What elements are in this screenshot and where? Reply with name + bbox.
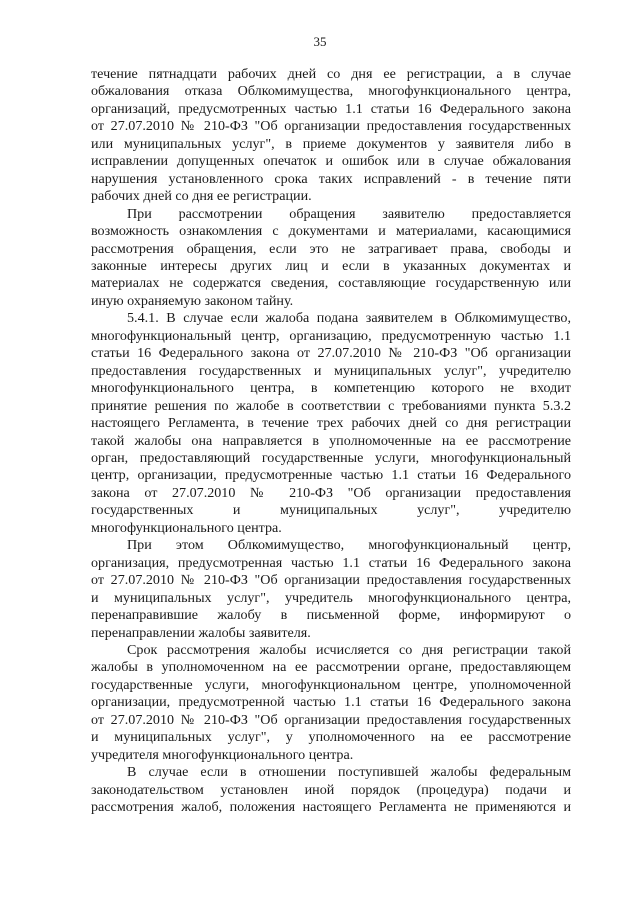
- text-line: учредителя многофункционального центра.: [91, 746, 354, 763]
- text-line: При рассмотрении обращения заявителю предоставляется: [127, 205, 571, 222]
- text-line: рассмотрения жалоб, положения настоящего Регламента не применяются и: [91, 799, 571, 816]
- text-line: центр, организации, предусмотренные частью 1.1 статьи 16 Федерального: [91, 467, 571, 484]
- text-line: В случае если в отношении поступившей жалобы федеральным: [127, 764, 571, 781]
- text-line: статьи 16 Федерального закона от 27.07.2010 № 210-ФЗ "Об организации: [91, 345, 571, 362]
- paragraph-federal-procedure: [91, 764, 571, 816]
- text-line: и муниципальных услуг", учредитель многофункционального центра,: [91, 589, 571, 606]
- text-line: рабочих дней со дня ее регистрации.: [91, 188, 312, 205]
- text-line: перенаправлении жалобы заявителя.: [91, 624, 311, 641]
- text-line: от 27.07.2010 № 210-ФЗ "Об организации предоставления государственных: [91, 118, 571, 135]
- text-line: закона от 27.07.2010 № 210-ФЗ "Об организации предоставления: [91, 484, 571, 501]
- text-line: принятие решения по жалобе в соответствии с требованиями пункта 5.3.2: [91, 397, 571, 414]
- text-line: рассмотрения обращения, если это не затрагивает права, свободы и: [91, 240, 571, 257]
- text-line: государственных и муниципальных услуг", учредителю: [91, 502, 571, 519]
- text-line: нарушения установленного срока таких исправлений - в течение пяти: [91, 170, 571, 187]
- text-line: такой жалобы она направляется в уполномоченные на ее рассмотрение: [91, 432, 571, 449]
- text-line: настоящего Регламента, в течение трех рабочих дней со дня регистрации: [91, 415, 571, 432]
- text-line: организации, предусмотренной частью 1.1 статьи 16 Федерального закона: [91, 694, 571, 711]
- text-line: обжалования отказа Облкомимущества, многофункционального центра,: [91, 83, 571, 100]
- text-line: исправлении допущенных опечаток и ошибок или в случае обжалования: [91, 153, 571, 170]
- text-line: материалах не содержатся сведения, составляющие государственную или: [91, 275, 571, 292]
- paragraph-redirect-notice: [91, 537, 571, 642]
- text-line: законодательством установлен иной порядок (процедура) подачи и: [91, 781, 571, 798]
- text-line: государственные услуги, многофункциональном центре, уполномоченной: [91, 676, 571, 693]
- text-line: орган, предоставляющий государственные услуги, многофункциональный: [91, 449, 571, 466]
- text-line: жалобы в уполномоченном на ее рассмотрении органе, предоставляющем: [91, 659, 571, 676]
- text-line: организация, предусмотренная частью 1.1 статьи 16 Федерального закона: [91, 554, 571, 571]
- text-line: предоставления государственных и муниципальных услуг", учредителю: [91, 362, 571, 379]
- text-line: многофункционального центра.: [91, 519, 282, 536]
- text-line: течение пятнадцати рабочих дней со дня ее регистрации, а в случае: [91, 66, 571, 82]
- text-line: организаций, предусмотренных частью 1.1 статьи 16 Федерального закона: [91, 100, 571, 117]
- text-line: от 27.07.2010 № 210-ФЗ "Об организации предоставления государственных: [91, 572, 571, 589]
- text-line: При этом Облкомимущество, многофункциональный центр,: [127, 537, 571, 554]
- text-line: возможность ознакомления с документами и материалами, касающимися: [91, 223, 571, 240]
- paragraph-review-period: [91, 642, 571, 764]
- text-line: и муниципальных услуг", у уполномоченного на ее рассмотрение: [91, 729, 571, 746]
- text-line: иную охраняемую законом тайну.: [91, 292, 294, 309]
- text-line: Срок рассмотрения жалобы исчисляется со дня регистрации такой: [127, 641, 571, 658]
- document-body: [91, 66, 571, 816]
- page-number: 35: [313, 34, 327, 49]
- text-line: многофункциональный центр, организацию, предусмотренную частью 1.1: [91, 327, 571, 344]
- text-line: перенаправившие жалобу в письменной форме, информируют о: [91, 607, 571, 624]
- text-line: от 27.07.2010 № 210-ФЗ "Об организации предоставления государственных: [91, 711, 571, 728]
- paragraph-review-deadline: [91, 66, 571, 206]
- text-line: многофункционального центра, в компетенцию которого не входит: [91, 380, 571, 397]
- text-line: 5.4.1. В случае если жалоба подана заявителем в Облкомимущество,: [127, 310, 571, 327]
- text-line: или муниципальных услуг", в приеме документов у заявителя либо в: [91, 135, 571, 152]
- text-line: законные интересы других лиц и если в указанных документах и: [91, 257, 571, 274]
- paragraph-document-access: [91, 206, 571, 311]
- paragraph-5-4-1: [91, 310, 571, 537]
